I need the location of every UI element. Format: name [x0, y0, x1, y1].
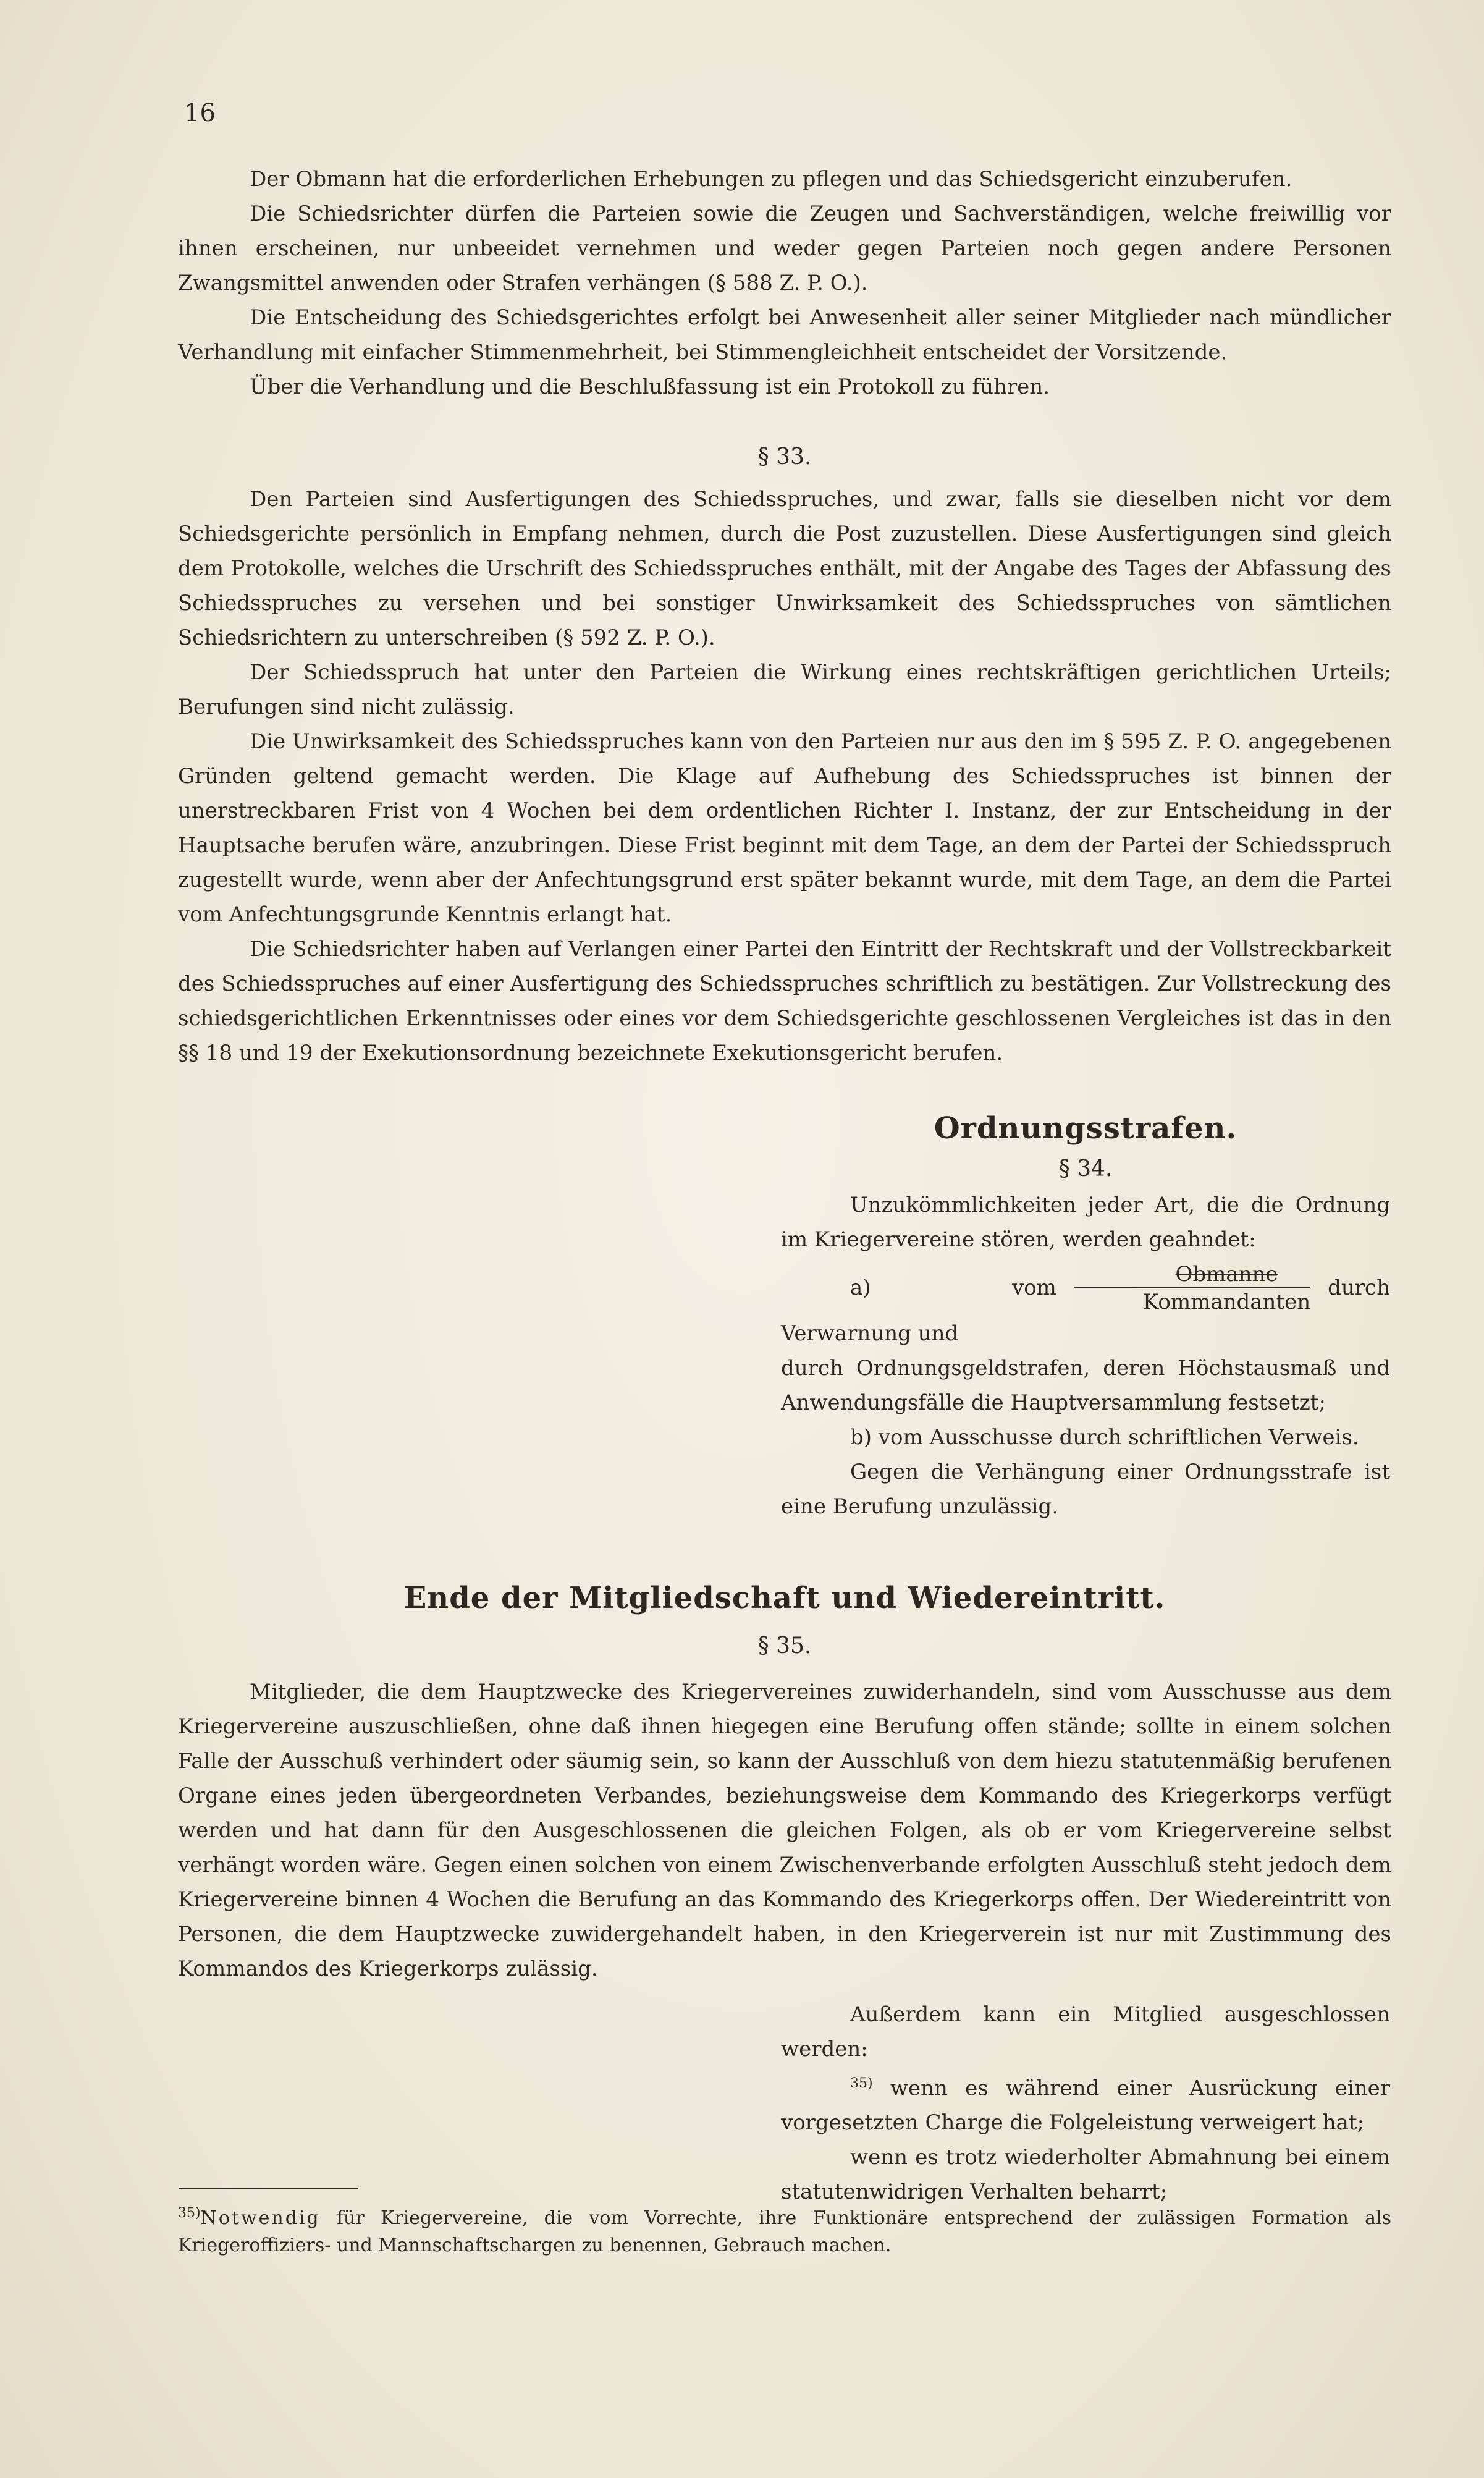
ausschluss-item-text: wenn es während einer Ausrückung einer vorgesetzten Charge die Folgeleistung verweigert hat;	[781, 2076, 1390, 2136]
section-label: § 34.	[1058, 1156, 1113, 1182]
ordnung-item-a	[781, 1262, 1390, 1351]
replacement-word: Kommandanten	[1142, 1290, 1311, 1314]
ende-section	[178, 1576, 1391, 1986]
section-33-body	[178, 482, 1391, 1070]
item-a-continuation: durch Ordnungsgeldstrafen, deren Höchstausmaß und Anwendungsfälle die Hauptversammlung festsetzt;	[781, 1356, 1390, 1415]
footnote-ref: 35)	[850, 2076, 873, 2091]
section-heading: Ordnungsstrafen.	[934, 1111, 1237, 1146]
intro-paragraph: Der Obmann hat die erforderlichen Erhebungen zu pflegen und das Schiedsgericht einzuberufen.	[250, 167, 1292, 192]
amended-word	[1074, 1262, 1310, 1316]
ordnung-item-b: b) vom Ausschusse durch schriftlichen Verweis.	[850, 1425, 1359, 1450]
intro-paragraph: Über die Verhandlung und die Beschlußfassung ist ein Protokoll zu führen.	[250, 374, 1050, 399]
intro-section	[178, 162, 1391, 404]
ordnungsstrafen-section	[781, 1106, 1390, 1524]
footnote	[178, 2200, 1391, 2259]
intro-paragraph: Die Schiedsrichter dürfen die Parteien sowie die Zeugen und Sachverständigen, welche freiwillig vor ihnen erscheinen, nur unbeeidet vernehmen und weder gegen Parteien noch gegen andere Personen Zwangsmittel anwenden oder Strafen verhängen (§ 588 Z. P. O.).	[178, 201, 1391, 295]
footnote-lead: Notwendig	[200, 2207, 321, 2229]
footnote-divider	[179, 2188, 358, 2189]
ordnung-intro: Unzukömmlichkeiten jeder Art, die die Ordnung im Kriegervereine stören, werden geahndet:	[781, 1193, 1390, 1252]
item-a-suffix: durch Verwarnung und	[781, 1275, 1390, 1346]
footnote-marker: 35)	[178, 2205, 201, 2221]
additional-intro: Außerdem kann ein Mitglied ausgeschlossen werden:	[781, 2002, 1390, 2061]
ordnung-closing: Gegen die Verhängung einer Ordnungsstrafe ist eine Berufung unzulässig.	[781, 1460, 1390, 1519]
footnote-text: für Kriegervereine, die vom Vorrechte, ihre Funktionäre entsprechend der zulässigen Formation als Kriegeroffiziers- und Mannschaftschargen zu benennen, Gebrauch machen.	[178, 2207, 1391, 2256]
item-a-prefix: a) vom	[850, 1275, 1056, 1300]
section-paragraph: Den Parteien sind Ausfertigungen des Schiedsspruches, und zwar, falls sie dieselben nicht vor dem Schiedsgerichte persönlich in Empfang nehmen, durch die Post zuzustellen. Diese Ausfertigungen sind gleich dem Protokolle, welches die Urschrift des Schiedsspruches enthält, mit der Angabe des Tages der Abfassung des Schiedsspruches zu versehen und bei sonstiger Unwirksamkeit des Schiedsspruches von sämtlichen Schiedsrichtern zu unterschreiben (§ 592 Z. P. O.).	[178, 487, 1391, 650]
section-label: § 33.	[757, 444, 812, 470]
section-heading: Ende der Mitgliedschaft und Wiedereintritt.	[403, 1581, 1166, 1615]
section-label: § 35.	[757, 1633, 812, 1659]
section-paragraph: Die Schiedsrichter haben auf Verlangen einer Partei den Eintritt der Rechtskraft und der Vollstreckbarkeit des Schiedsspruches auf einer Ausfertigung des Schiedsspruches schriftlich zu bestätigen. Zur Vollstreckung des schiedsgerichtlichen Erkenntnisses oder eines vor dem Schiedsgerichte geschlossenen Vergleiches ist das in den §§ 18 und 19 der Exekutionsordnung bezeichnete Exekutionsgericht berufen.	[178, 937, 1391, 1065]
ausschluss-list	[781, 1997, 1390, 2209]
page-number: 16	[184, 99, 216, 127]
ausschluss-item: wenn es trotz wiederholter Abmahnung bei einem statutenwidrigen Verhalten beharrt;	[781, 2145, 1390, 2205]
section-33	[178, 439, 1391, 476]
section-paragraph: Der Schiedsspruch hat unter den Parteien die Wirkung eines rechtskräftigen gerichtlichen Urteils; Berufungen sind nicht zulässig.	[178, 660, 1391, 719]
ausschluss-item	[781, 2066, 1390, 2140]
struck-word: Obmanne	[1074, 1262, 1310, 1288]
intro-paragraph: Die Entscheidung des Schiedsgerichtes erfolgt bei Anwesenheit aller seiner Mitglieder nach mündlicher Verhandlung mit einfacher Stimmenmehrheit, bei Stimmengleichheit entscheidet der Vorsitzende.	[178, 305, 1391, 365]
section-paragraph: Die Unwirksamkeit des Schiedsspruches kann von den Parteien nur aus den im § 595 Z. P. O. angegebenen Gründen geltend gemacht werden. Die Klage auf Aufhebung des Schiedsspruches ist binnen der unerstreckbaren Frist von 4 Wochen bei dem ordentlichen Richter I. Instanz, der zur Entscheidung in der Hauptsache berufen wäre, anzubringen. Diese Frist beginnt mit dem Tage, an dem der Partei der Schiedsspruch zugestellt wurde, wenn aber der Anfechtungsgrund erst später bekannt wurde, mit dem Tage, an dem die Partei vom Anfechtungsgrunde Kenntnis erlangt hat.	[178, 729, 1391, 927]
ende-paragraph: Mitglieder, die dem Hauptzwecke des Kriegervereines zuwiderhandeln, sind vom Ausschusse aus dem Kriegervereine auszuschließen, ohne daß ihnen hiegegen eine Berufung offen stände; sollte in einem solchen Falle der Ausschuß verhindert oder säumig sein, so kann der Ausschluß von dem hiezu statutenmäßig berufenen Organe eines jeden übergeordneten Verbandes, beziehungsweise dem Kommando des Kriegerkorps verfügt werden und hat dann für den Ausgeschlossenen die gleichen Folgen, als ob er vom Kriegervereine selbst verhängt worden wäre. Gegen einen solchen von einem Zwischenverbande erfolgten Ausschluß steht jedoch dem Kriegervereine binnen 4 Wochen die Berufung an das Kommando des Kriegerkorps offen. Der Wiedereintritt von Personen, die dem Hauptzwecke zuwidergehandelt haben, in den Kriegerverein ist nur mit Zustimmung des Kommandos des Kriegerkorps zulässig.	[178, 1680, 1391, 1981]
